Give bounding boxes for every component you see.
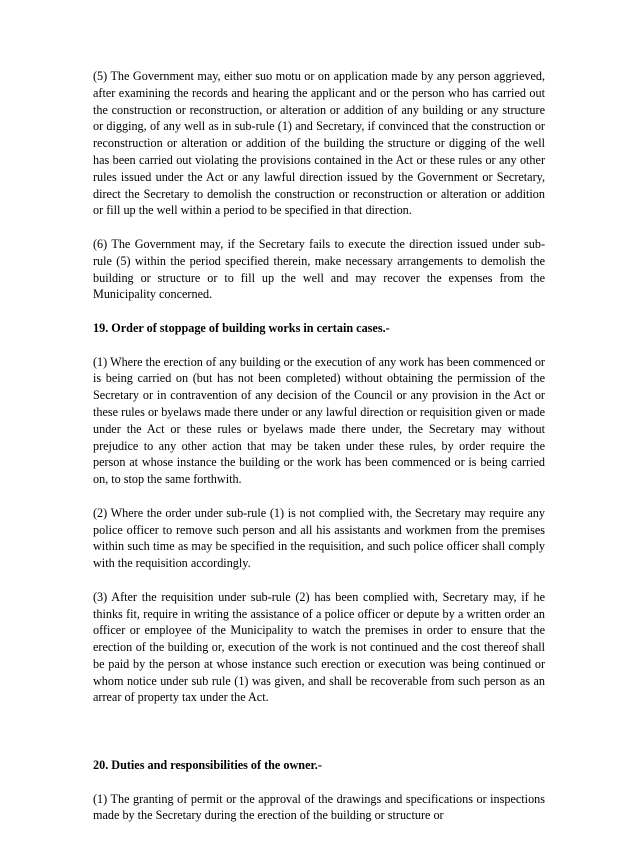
section-19-paragraph-1: (1) Where the erection of any building or the execution of any work has been commenced or is being carried on (but has not been completed) without obtaining the permission of the Secretary or in contravention of any decision of the Council or any provision in the Act or these rules or byelaws made there under or any lawful direction or requisition given or made under the Act or these rules or byelaws made there under, the Secretary may without prejudice to any other action that may be taken under these rules, by order require the person at whose instance the building or the work has been commenced or is being carried on, to stop the same forthwith. bbox=[93, 354, 545, 487]
section-20-heading: 20. Duties and responsibilities of the owner.- bbox=[93, 758, 322, 773]
section-spacer bbox=[93, 723, 545, 757]
paragraph-5: (5) The Government may, either suo motu or on application made by any person aggrieved, after examining the records and hearing the applicant and or the person who has carried out the construction or reconstruction, or alteration or addition of any building or any structure or digging, of any well as in sub-rule (1) and Secretary, if convinced that the construction or reconstruction or alteration or addition of the building the structure or digging of the well has been carried out violating the provisions contained in the Act or these rules or any other rules issued under the Act or any lawful direction issued by the Government or Secretary, direct the Secretary to demolish the construction or reconstruction or alteration or addition or fill up the well within a period to be specified in that direction. bbox=[93, 69, 545, 218]
paragraph-6: (6) The Government may, if the Secretary fails to execute the direction issued under sub-rule (5) within the period specified therein, make necessary arrangements to demolish the building or structure or to fill up the well and may recover the expenses from the Municipality concerned. bbox=[93, 236, 545, 302]
section-19-paragraph-2: (2) Where the order under sub-rule (1) is not complied with, the Secretary may require any police officer to remove such person and all his assistants and workmen from the premises within such time as may be specified in the requisition, and such police officer shall comply with the requisition accordingly. bbox=[93, 505, 545, 571]
section-19-paragraph-3: (3) After the requisition under sub-rule (2) has been complied with, Secretary may, if he thinks fit, require in writing the assistance of a police officer or depute by a written order an officer or employee of the Municipality to watch the premises in order to ensure that the erection of the building or, execution of the work is not continued and the cost thereof shall be paid by the person at whose instance such erection or execution was being continued or whom notice under sub rule (1) was given, and shall be recoverable from such person as an arrear of property tax under the Act. bbox=[93, 589, 545, 705]
document-page bbox=[93, 68, 545, 841]
section-19-heading: 19. Order of stoppage of building works in certain cases.- bbox=[93, 320, 390, 335]
section-20-paragraph-1: (1) The granting of permit or the approval of the drawings and specifications or inspections made by the Secretary during the erection of the building or structure or bbox=[93, 791, 545, 823]
